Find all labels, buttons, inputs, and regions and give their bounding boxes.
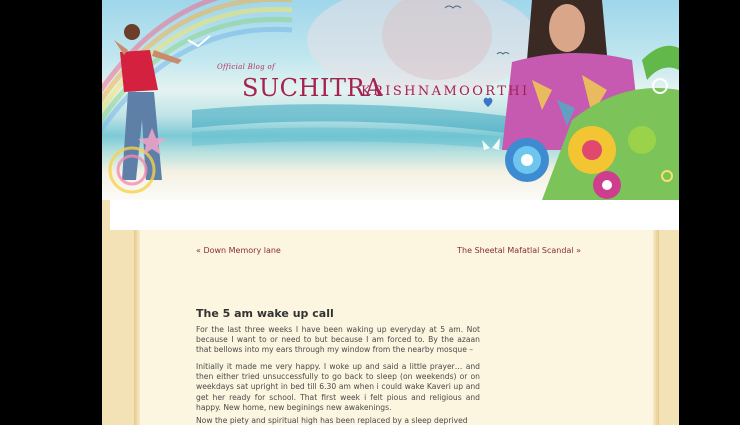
header-banner [102,0,679,200]
navigation-strip [110,200,679,230]
banner-artwork [102,0,679,200]
post-content [140,230,653,425]
banner-surname: KRISHNAMOORTHI [361,84,530,99]
post-paragraph: For the last three weeks I have been waking up everyday at 5 am. Not because I want to or need to but because I am forced to. By the azaan that bellows into my ears through my window from the nearby mosque – [196,325,480,355]
banner-subtitle: Official Blog of [217,63,275,71]
previous-post-link[interactable]: « Down Memory lane [196,246,281,255]
post-paragraph: Now the piety and spiritual high has been replaced by a sleep deprived [196,416,468,425]
blog-page [102,0,679,425]
post-title: The 5 am wake up call [196,307,334,320]
banner-name: SUCHITRA [242,74,383,102]
content-border-right [653,230,659,425]
next-post-link[interactable]: The Sheetal Mafatlal Scandal » [457,246,581,255]
post-paragraph: Initially it made me very happy. I woke up and said a little prayer… and then either tried unsuccessfully to go back to sleep (on weekends) or on weekdays sat upright in bed till 6.30 am when i could wake Kaveri up and get her ready for school. That first week i felt pious and religious and happy. New home, new beginings new awakenings. [196,362,480,412]
